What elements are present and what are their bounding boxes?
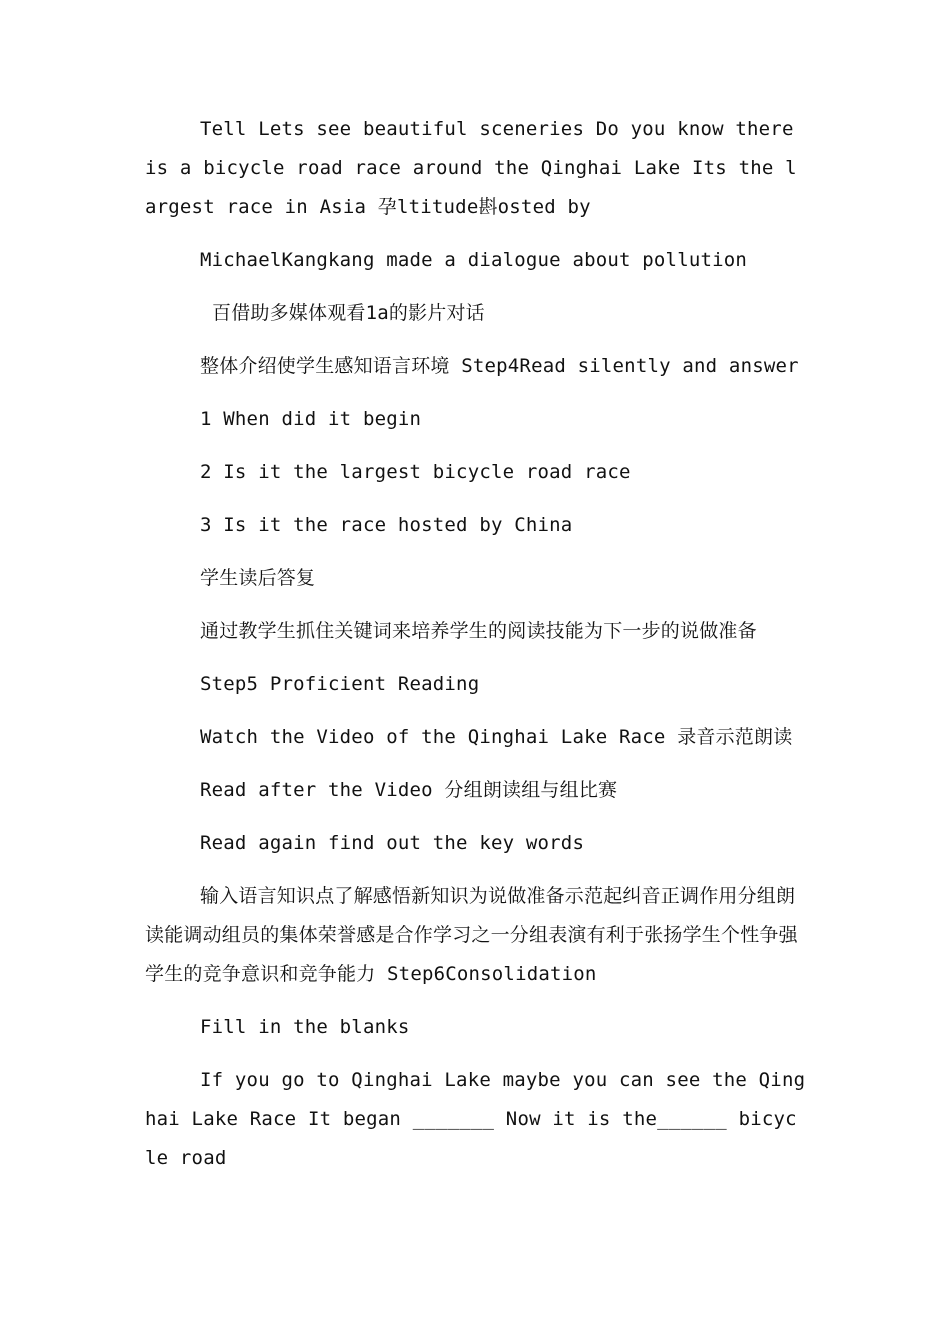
paragraph-watch-video: Watch the Video of the Qinghai Lake Race 录音示范朗读 [200, 726, 793, 748]
paragraph-step4: 整体介绍使学生感知语言环境 Step4Read silently and answer [200, 355, 799, 377]
paragraph-student-answer: 学生读后答复 [200, 567, 316, 589]
question-2: 2 Is it the largest bicycle road race [200, 461, 631, 483]
document-body [145, 110, 807, 1192]
paragraph-fill-blanks: Fill in the blanks [200, 1016, 410, 1038]
paragraph-dialogue: MichaelKangkang made a dialogue about pollution [200, 249, 748, 271]
paragraph-reading-skills: 通过教学生抓住关键词来培养学生的阅读技能为下一步的说做准备 [200, 620, 757, 642]
question-1: 1 When did it begin [200, 408, 422, 430]
question-3: 3 Is it the race hosted by China [200, 514, 573, 536]
paragraph-read-after: Read after the Video 分组朗读组与组比赛 [200, 779, 618, 801]
paragraph-read-again: Read again find out the key words [200, 832, 585, 854]
paragraph-multimedia: 百借助多媒体观看1a的影片对话 [212, 302, 485, 324]
heading-step5: Step5 Proficient Reading [200, 673, 480, 695]
paragraph-intro: Tell Lets see beautiful sceneries Do you know there is a bicycle road race around the Qinghai Lake Its the largest race in Asia 孕ltitude斟osted by [145, 118, 797, 218]
paragraph-exercise: If you go to Qinghai Lake maybe you can see the Qinghai Lake Race It began _______ Now it is the______ bicycle road [145, 1069, 806, 1169]
paragraph-language-input: 输入语言知识点了解感悟新知识为说做准备示范起纠音正调作用分组朗读能调动组员的集体荣誉感是合作学习之一分组表演有利于张扬学生个性争强学生的竞争意识和竞争能力 Step6Consolidation [145, 885, 798, 985]
